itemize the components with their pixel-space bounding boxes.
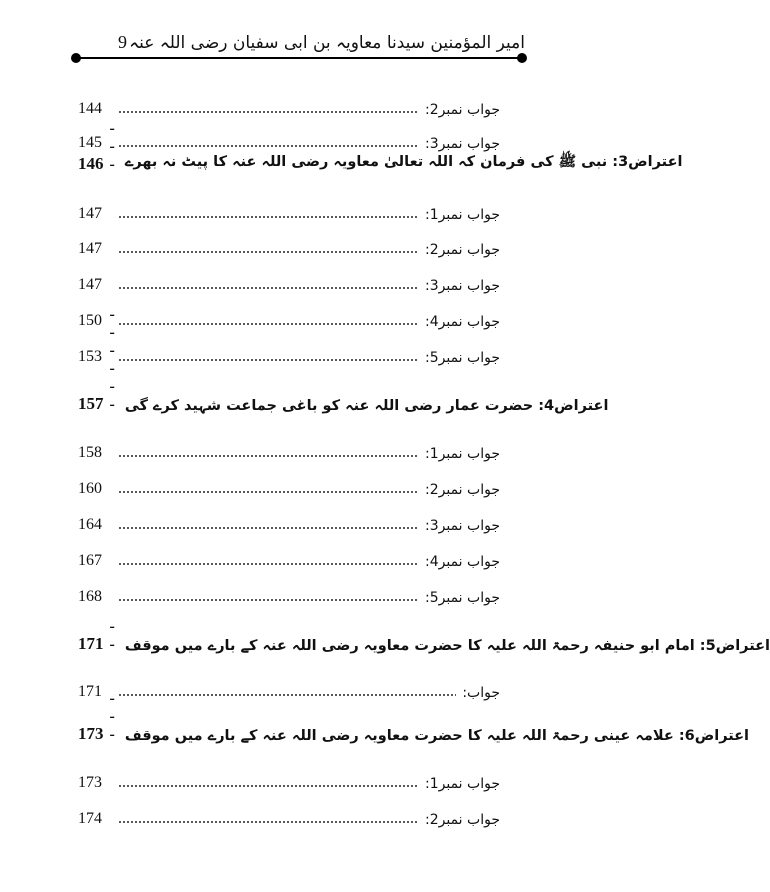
- toc-dot-leader: [118, 685, 456, 697]
- toc-dash-leader: ------: [109, 306, 115, 413]
- toc-page-number: 171: [78, 634, 104, 653]
- toc-dash-leader: --: [109, 618, 115, 653]
- toc-page-number: 146: [78, 154, 104, 173]
- toc-entry-row: [78, 438, 500, 462]
- toc-page-number: 144: [78, 100, 102, 117]
- toc-heading-row: [78, 618, 770, 654]
- toc-entry-row: [78, 306, 500, 330]
- toc-page-number: 147: [78, 205, 102, 222]
- header-rule: [77, 57, 521, 59]
- toc-page-number: 171: [78, 683, 102, 700]
- toc-entry-row: [78, 474, 500, 498]
- toc-page-number: 173: [78, 724, 104, 743]
- toc-entry-row: [78, 94, 500, 118]
- toc-page-number: 150: [78, 312, 102, 329]
- toc-entry-row: [78, 510, 500, 534]
- toc-entry-label: جواب نمبر3:: [425, 518, 500, 534]
- toc-entry-row: [78, 128, 500, 152]
- toc-entry-label: جواب نمبر4:: [425, 314, 500, 330]
- toc-entry-row: [78, 199, 500, 223]
- toc-entry-row: [78, 270, 500, 294]
- toc-heading-text: اعتراض6: علامہ عینی رحمۃ اللہ علیہ کا حضرت معاویہ رضی اللہ عنہ کے بارے میں موقف: [124, 728, 750, 744]
- toc-page-number: 168: [78, 588, 102, 605]
- toc-page-number: 147: [78, 276, 102, 293]
- toc-page-number: 173: [78, 774, 102, 791]
- page-number: 9: [118, 32, 127, 52]
- toc-dot-leader: [118, 482, 419, 494]
- toc-page-number: 174: [78, 810, 102, 827]
- toc-dot-leader: [118, 590, 419, 602]
- toc-entry-label: جواب نمبر2:: [425, 242, 500, 258]
- toc-page-number: 164: [78, 516, 102, 533]
- toc-dot-leader: [118, 812, 419, 824]
- toc-entry-label: جواب نمبر5:: [425, 350, 500, 366]
- toc-heading-text: اعتراض4: حضرت عمار رضی اللہ عنہ کو باغی جماعت شہید کرے گی: [124, 398, 609, 414]
- running-title: امیر المؤمنین سیدنا معاویہ بن ابی سفیان رضی اللہ عنہ: [129, 33, 525, 53]
- toc-entry-label: جواب:: [462, 685, 500, 701]
- toc-entry-label: جواب نمبر1:: [425, 776, 500, 792]
- toc-dot-leader: [118, 314, 419, 326]
- page-header: [70, 30, 525, 56]
- toc-entry-label: جواب نمبر2:: [425, 812, 500, 828]
- toc-page-number: 157: [78, 394, 104, 413]
- toc-entry-label: جواب نمبر1:: [425, 207, 500, 223]
- toc-dot-leader: [118, 278, 419, 290]
- toc-entry-label: جواب نمبر5:: [425, 590, 500, 606]
- toc-entry-row: [78, 677, 500, 701]
- toc-dot-leader: [118, 207, 419, 219]
- toc-page-number: 147: [78, 240, 102, 257]
- toc-dot-leader: [118, 242, 419, 254]
- toc-dash-leader: ---: [109, 690, 115, 743]
- toc-dot-leader: [118, 776, 419, 788]
- toc-entry-row: [78, 768, 500, 792]
- toc-entry-label: جواب نمبر2:: [425, 102, 500, 118]
- toc-entry-row: [78, 804, 500, 828]
- toc-dot-leader: [118, 350, 419, 362]
- rule-end-dot-right: [517, 53, 527, 63]
- toc-entry-label: جواب نمبر4:: [425, 554, 500, 570]
- toc-dot-leader: [118, 136, 419, 148]
- toc-page-number: 153: [78, 348, 102, 365]
- toc-page-number: 160: [78, 480, 102, 497]
- toc-entry-label: جواب نمبر2:: [425, 482, 500, 498]
- toc-entry-label: جواب نمبر1:: [425, 446, 500, 462]
- toc-heading-text: اعتراض3: نبی ﷺ کی فرمان کہ اللہ تعالیٰ معاویہ رضی اللہ عنہ کا پیٹ نہ بھرے: [124, 154, 683, 170]
- toc-entry-row: [78, 234, 500, 258]
- toc-page-number: 158: [78, 444, 102, 461]
- toc-page-number: 167: [78, 552, 102, 569]
- toc-dot-leader: [118, 518, 419, 530]
- toc-dot-leader: [118, 102, 419, 114]
- toc-heading-text: اعتراض5: امام ابو حنیفہ رحمۃ اللہ علیہ کا حضرت معاویہ رضی اللہ عنہ کے بارے میں موقف: [124, 638, 770, 654]
- toc-dot-leader: [118, 446, 419, 458]
- toc-entry-label: جواب نمبر3:: [425, 136, 500, 152]
- toc-dot-leader: [118, 554, 419, 566]
- toc-entry-row: [78, 342, 500, 366]
- toc-entry-label: جواب نمبر3:: [425, 278, 500, 294]
- toc-dash-leader: ---: [109, 120, 115, 173]
- toc-entry-row: [78, 582, 500, 606]
- toc-page-number: 145: [78, 134, 102, 151]
- toc-entry-row: [78, 546, 500, 570]
